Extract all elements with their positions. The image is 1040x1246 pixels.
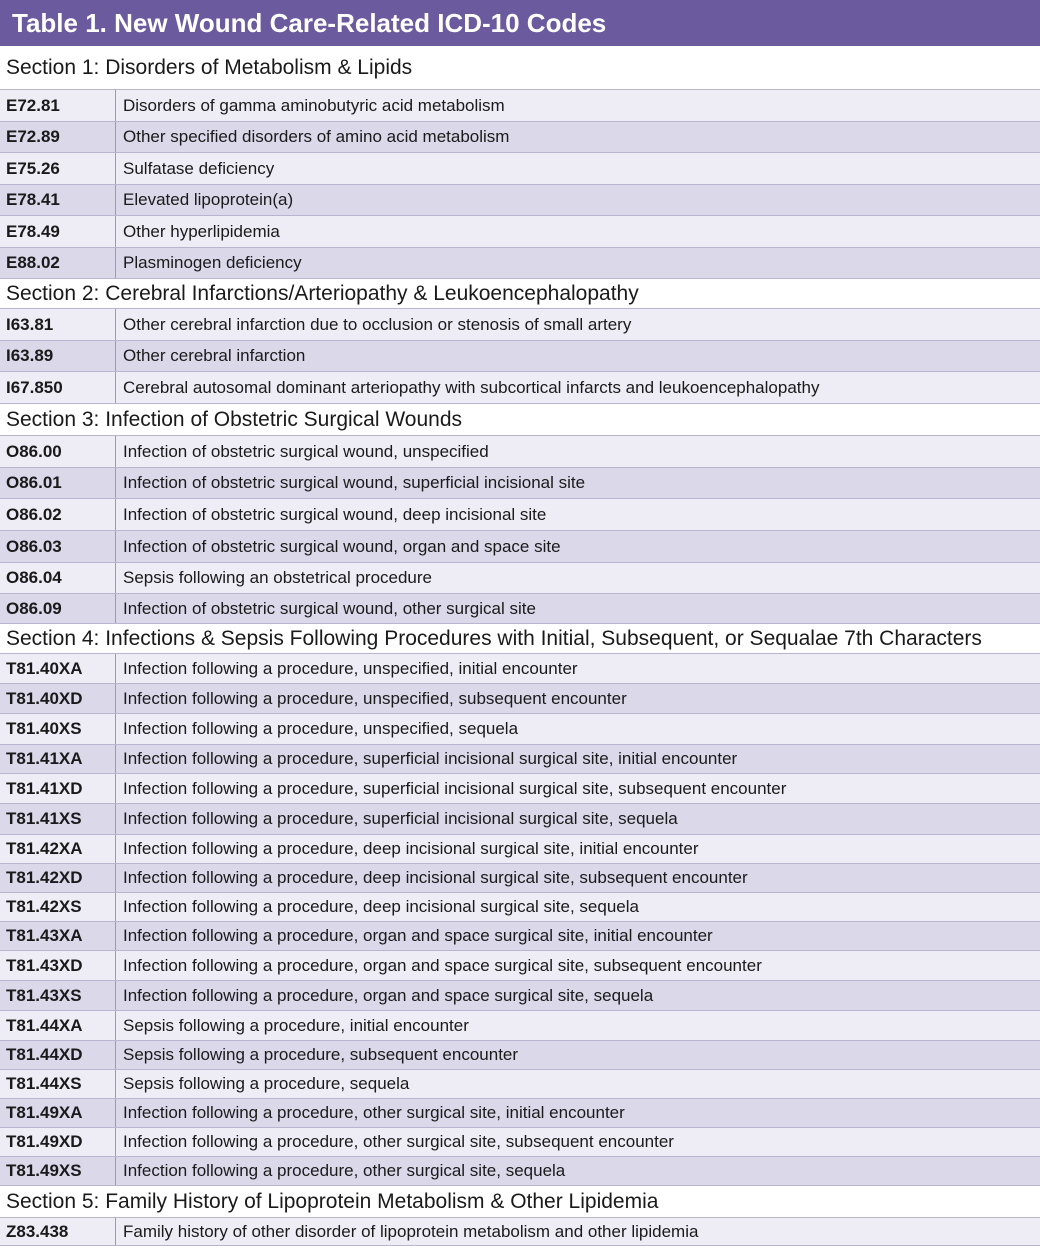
description-cell: Infection of obstetric surgical wound, other surgical site xyxy=(123,598,536,618)
icd-code-cell: I67.850 xyxy=(0,372,116,403)
icd-code-cell: T81.49XS xyxy=(0,1157,116,1185)
description-cell: Sepsis following a procedure, initial encounter xyxy=(123,1015,469,1035)
table-row xyxy=(0,774,1040,804)
table-row xyxy=(0,1099,1040,1128)
table-row xyxy=(0,864,1040,893)
section-heading: Section 3: Infection of Obstetric Surgical Wounds xyxy=(0,404,1040,436)
description-cell: Plasminogen deficiency xyxy=(123,253,302,272)
icd-code-cell: Z83.438 xyxy=(0,1218,116,1245)
icd-code-cell: I63.89 xyxy=(0,341,116,371)
description-cell: Infection following a procedure, organ and space surgical site, initial encounter xyxy=(123,926,713,945)
icd-code-cell: O86.04 xyxy=(0,563,116,593)
icd-code-cell: E72.81 xyxy=(0,90,116,121)
table-row xyxy=(0,1128,1040,1157)
icd-code-cell: T81.41XS xyxy=(0,804,116,834)
icd-code-cell: O86.00 xyxy=(0,436,116,467)
icd-code-cell: T81.40XS xyxy=(0,714,116,744)
description-cell: Infection following a procedure, other surgical site, initial encounter xyxy=(123,1103,625,1122)
table-row xyxy=(0,563,1040,594)
icd-code-cell: E75.26 xyxy=(0,153,116,184)
description-cell: Sepsis following a procedure, sequela xyxy=(123,1074,410,1093)
icd-code-cell: O86.02 xyxy=(0,499,116,530)
table-row xyxy=(0,594,1040,624)
icd-code-cell: I63.81 xyxy=(0,309,116,340)
table-row xyxy=(0,531,1040,563)
description-cell: Other cerebral infarction xyxy=(123,346,306,365)
table-title: Table 1. New Wound Care-Related ICD-10 Codes xyxy=(0,0,1040,46)
icd-code-cell: T81.44XA xyxy=(0,1011,116,1040)
description-cell: Cerebral autosomal dominant arteriopathy with subcortical infarcts and leukoencephalopathy xyxy=(123,377,820,397)
table-row xyxy=(0,714,1040,745)
icd-code-cell: O86.09 xyxy=(0,594,116,623)
table-row xyxy=(0,1218,1040,1246)
table-row xyxy=(0,951,1040,981)
icd-code-cell: T81.42XA xyxy=(0,835,116,863)
table-row xyxy=(0,893,1040,922)
icd-code-cell: T81.42XS xyxy=(0,893,116,921)
icd-code-cell: T81.44XD xyxy=(0,1041,116,1069)
description-cell: Infection following a procedure, superficial incisional surgical site, initial encounter xyxy=(123,749,738,768)
table-row xyxy=(0,372,1040,404)
table-row xyxy=(0,1070,1040,1099)
description-cell: Infection following a procedure, deep incisional surgical site, sequela xyxy=(123,897,639,916)
description-cell: Infection of obstetric surgical wound, deep incisional site xyxy=(123,504,547,524)
table-row xyxy=(0,804,1040,835)
description-cell: Infection following a procedure, other surgical site, subsequent encounter xyxy=(123,1132,674,1151)
icd-code-cell: T81.41XD xyxy=(0,774,116,803)
description-cell: Infection following a procedure, unspecified, sequela xyxy=(123,719,519,738)
description-cell: Infection following a procedure, organ and space surgical site, sequela xyxy=(123,985,654,1005)
description-cell: Elevated lipoprotein(a) xyxy=(123,190,294,209)
description-cell: Infection of obstetric surgical wound, unspecified xyxy=(123,441,489,461)
description-cell: Infection following a procedure, superficial incisional surgical site, subsequent encounter xyxy=(123,778,787,798)
table-row xyxy=(0,248,1040,279)
table-row xyxy=(0,654,1040,684)
icd-code-cell: T81.49XA xyxy=(0,1099,116,1127)
description-cell: Infection following a procedure, deep incisional surgical site, initial encounter xyxy=(123,839,699,858)
description-cell: Infection of obstetric surgical wound, organ and space site xyxy=(123,536,561,556)
icd-code-cell: E78.49 xyxy=(0,216,116,247)
table-row xyxy=(0,185,1040,216)
description-cell: Other specified disorders of amino acid metabolism xyxy=(123,127,510,146)
table-row xyxy=(0,745,1040,774)
icd-code-cell: E88.02 xyxy=(0,248,116,278)
table-row xyxy=(0,1011,1040,1041)
description-cell: Infection following a procedure, organ and space surgical site, subsequent encounter xyxy=(123,955,762,975)
description-cell: Sepsis following an obstetrical procedure xyxy=(123,568,433,587)
section-heading: Section 5: Family History of Lipoprotein Metabolism & Other Lipidemia xyxy=(0,1186,1040,1218)
table-row xyxy=(0,922,1040,951)
description-cell: Sulfatase deficiency xyxy=(123,158,275,178)
table-row xyxy=(0,981,1040,1011)
icd-code-cell: O86.03 xyxy=(0,531,116,562)
icd-code-cell: T81.42XD xyxy=(0,864,116,892)
icd-code-cell: E72.89 xyxy=(0,122,116,152)
description-cell: Family history of other disorder of lipoprotein metabolism and other lipidemia xyxy=(123,1221,699,1241)
description-cell: Infection following a procedure, unspecified, initial encounter xyxy=(123,658,578,678)
description-cell: Other cerebral infarction due to occlusion or stenosis of small artery xyxy=(123,314,632,334)
icd-code-cell: T81.40XD xyxy=(0,684,116,713)
icd-code-cell: E78.41 xyxy=(0,185,116,215)
table-row xyxy=(0,436,1040,468)
table-row xyxy=(0,1157,1040,1186)
description-cell: Infection following a procedure, deep incisional surgical site, subsequent encounter xyxy=(123,868,748,887)
icd-code-cell: T81.49XD xyxy=(0,1128,116,1156)
table-row xyxy=(0,341,1040,372)
icd-code-cell: O86.01 xyxy=(0,468,116,498)
table-row xyxy=(0,499,1040,531)
description-cell: Infection following a procedure, other surgical site, sequela xyxy=(123,1161,566,1180)
table-row xyxy=(0,835,1040,864)
icd-code-cell: T81.40XA xyxy=(0,654,116,683)
description-cell: Disorders of gamma aminobutyric acid metabolism xyxy=(123,95,505,115)
table-row xyxy=(0,122,1040,153)
description-cell: Infection of obstetric surgical wound, superficial incisional site xyxy=(123,473,586,492)
icd-code-cell: T81.44XS xyxy=(0,1070,116,1098)
description-cell: Infection following a procedure, unspecified, subsequent encounter xyxy=(123,688,627,708)
table-row xyxy=(0,90,1040,122)
icd-code-cell: T81.41XA xyxy=(0,745,116,773)
icd-code-cell: T81.43XS xyxy=(0,981,116,1010)
table-row xyxy=(0,1041,1040,1070)
icd-code-cell: T81.43XD xyxy=(0,951,116,980)
table-row xyxy=(0,309,1040,341)
table-body xyxy=(0,46,1040,1246)
description-cell: Other hyperlipidemia xyxy=(123,221,280,241)
description-cell: Infection following a procedure, superficial incisional surgical site, sequela xyxy=(123,809,678,828)
description-cell: Sepsis following a procedure, subsequent encounter xyxy=(123,1045,519,1064)
table-row xyxy=(0,216,1040,248)
section-heading: Section 4: Infections & Sepsis Following Procedures with Initial, Subsequent, or Sequalae 7th Characters xyxy=(0,624,1040,654)
table-row xyxy=(0,153,1040,185)
table-row xyxy=(0,684,1040,714)
table-row xyxy=(0,468,1040,499)
section-heading: Section 1: Disorders of Metabolism & Lipids xyxy=(0,46,1040,90)
section-heading: Section 2: Cerebral Infarctions/Arteriopathy & Leukoencephalopathy xyxy=(0,279,1040,309)
icd-code-cell: T81.43XA xyxy=(0,922,116,950)
